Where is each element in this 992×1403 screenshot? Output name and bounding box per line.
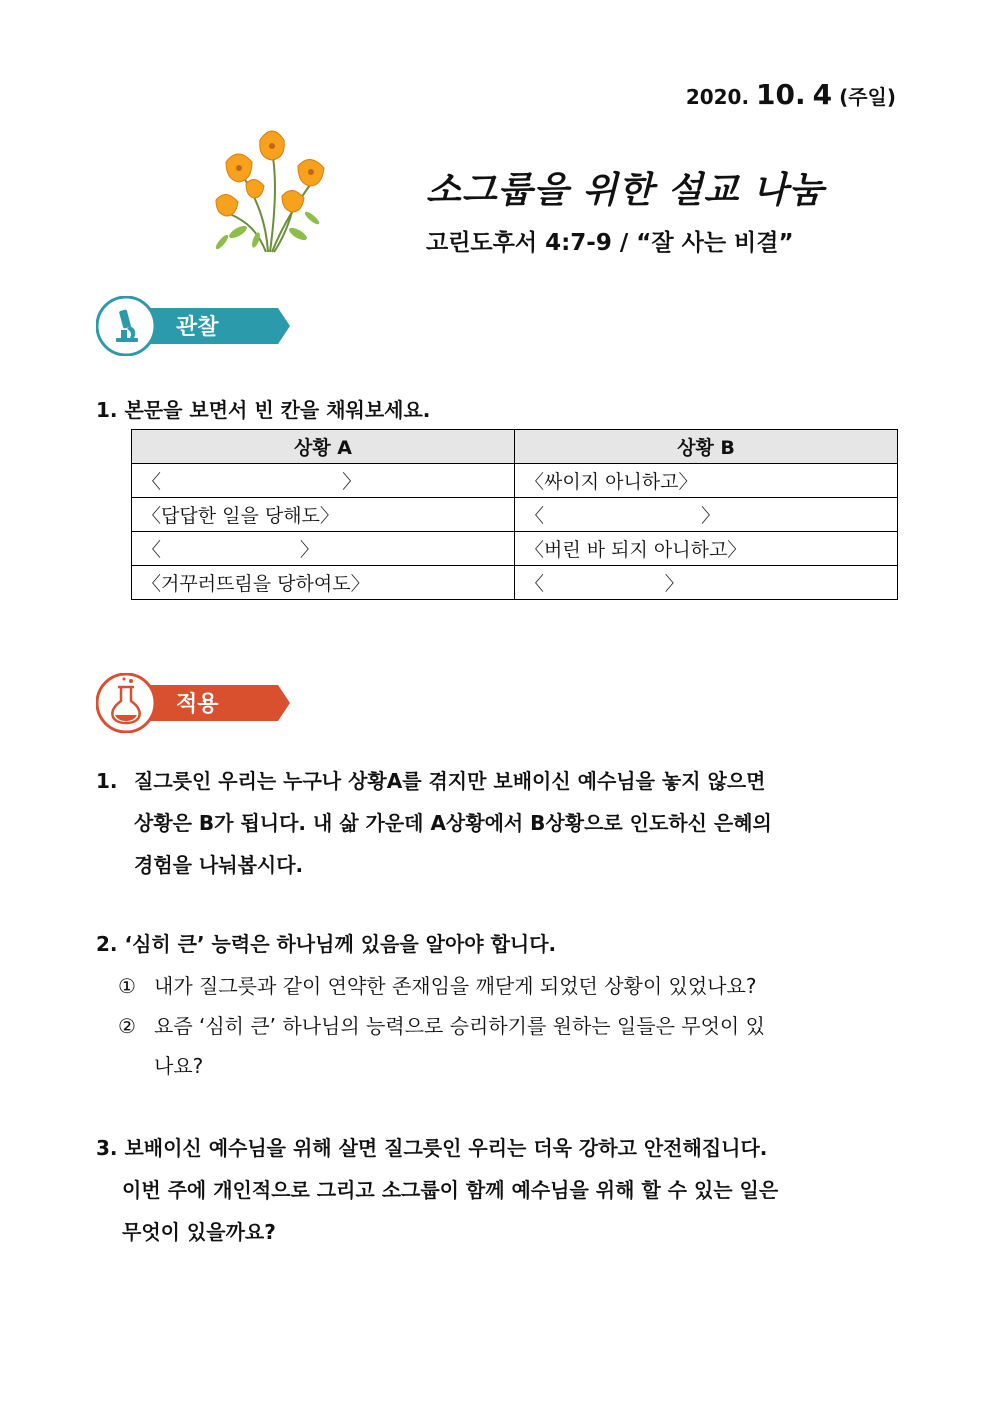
circled-number-1: ① — [118, 974, 136, 998]
apply-label: 적용 — [176, 692, 219, 717]
scripture-subtitle: 고린도후서 4:7-9 / “잘 사는 비결” — [426, 230, 794, 256]
date-month: 10. — [756, 78, 806, 111]
apply-banner — [96, 673, 290, 733]
flower-illustration — [208, 122, 334, 254]
table-cell: 〈거꾸러뜨림을 당하여도〉 — [132, 566, 515, 600]
header-situation-b: 상황 B — [515, 430, 898, 464]
table-cell: 〈 〉 — [515, 566, 898, 600]
observe-label: 관찰 — [176, 315, 219, 340]
question-line: 3. 보배이신 예수님을 위해 살면 질그릇인 우리는 더욱 강하고 안전해집니다. — [96, 1136, 768, 1160]
date-day: 4 — [812, 78, 833, 111]
sub-question-1 — [118, 966, 898, 1006]
observe-banner — [96, 296, 290, 356]
page-title: 소그룹을 위한 설교 나눔 — [426, 170, 825, 211]
question-line: 상황은 B가 됩니다. 내 삶 가운데 A상황에서 B상황으로 인도하신 은혜의 — [134, 811, 772, 835]
sub-question-text: 요즘 ‘심히 큰’ 하나님의 능력으로 승리하기를 원하는 일들은 무엇이 있 — [154, 1014, 765, 1038]
observe-question: 1. 본문을 보면서 빈 칸을 채워보세요. — [96, 398, 431, 422]
date-line — [686, 78, 896, 111]
apply-question-3 — [96, 1127, 898, 1253]
date-weekday: (주일) — [839, 85, 896, 109]
sub-question-2 — [118, 1006, 898, 1086]
table-cell: 〈버린 바 되지 아니하고〉 — [515, 532, 898, 566]
question-line: 질그릇인 우리는 누구나 상황A를 겪지만 보배이신 예수님을 놓지 않으면 — [134, 769, 766, 793]
apply-question-2: 2. ‘심히 큰’ 능력은 하나님께 있음을 알아야 합니다. — [96, 932, 557, 956]
table-row — [132, 498, 898, 532]
table-cell: 〈 〉 — [132, 464, 515, 498]
apply-question-1 — [96, 760, 898, 886]
question-line: 무엇이 있을까요? — [122, 1220, 276, 1244]
table-row — [132, 464, 898, 498]
table-row — [132, 532, 898, 566]
table-cell: 〈싸이지 아니하고〉 — [515, 464, 898, 498]
header-situation-a: 상황 A — [132, 430, 515, 464]
table-cell: 〈 〉 — [515, 498, 898, 532]
sub-question-text: 나요? — [154, 1054, 204, 1078]
fill-in-table — [131, 429, 898, 600]
question-number: 1. — [96, 769, 118, 793]
question-line: 이번 주에 개인적으로 그리고 소그룹이 함께 예수님을 위해 할 수 있는 일은 — [122, 1178, 779, 1202]
date-year: 2020. — [685, 85, 750, 109]
sub-question-text: 내가 질그릇과 같이 연약한 존재임을 깨닫게 되었던 상황이 있었나요? — [154, 974, 757, 998]
table-cell: 〈 〉 — [132, 532, 515, 566]
table-header-row — [132, 430, 898, 464]
question-line: 경험을 나눠봅시다. — [134, 853, 304, 877]
table-cell: 〈답답한 일을 당해도〉 — [132, 498, 515, 532]
table-row — [132, 566, 898, 600]
circled-number-2: ② — [118, 1014, 136, 1038]
